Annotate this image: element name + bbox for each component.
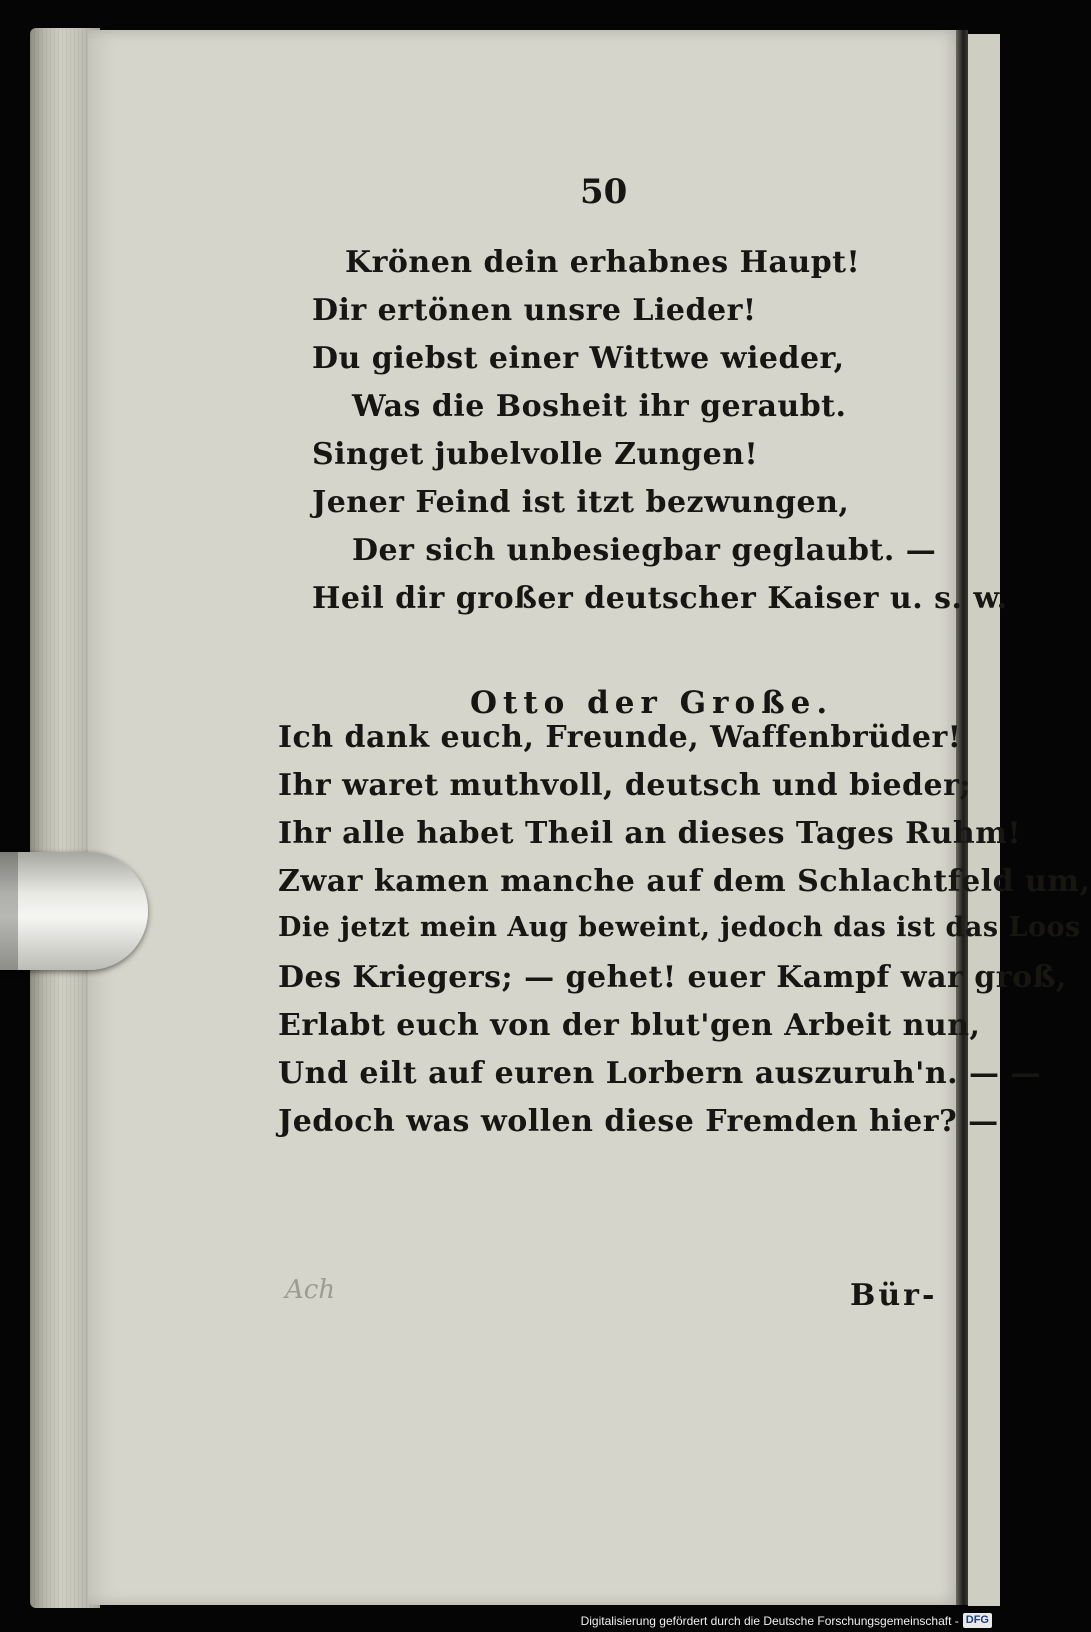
verse-line: Der sich unbesiegbar geglaubt. — [352, 533, 937, 568]
verse-line: Jener Feind ist itzt bezwungen, [312, 485, 850, 520]
dfg-logo: DFG [963, 1613, 992, 1628]
verse-line: Singet jubelvolle Zungen! [312, 437, 759, 472]
digitization-credit [581, 1613, 992, 1628]
verse-line: Krönen dein erhabnes Haupt! [345, 245, 861, 280]
verse-line: Dir ertönen unsre Lieder! [312, 293, 757, 328]
catchword: Bür- [850, 1278, 938, 1313]
credit-text: Digitalisierung gefördert durch die Deutsche Forschungsgemeinschaft - [580, 1613, 959, 1628]
verse-line: Jedoch was wollen diese Fremden hier? — [278, 1104, 999, 1139]
verse-line: Heil dir großer deutscher Kaiser u. s. w. [312, 581, 1008, 616]
verse-line: Ihr alle habet Theil an dieses Tages Ruhm! [278, 816, 1022, 851]
page-number: 50 [580, 172, 628, 212]
verse-line: Was die Bosheit ihr geraubt. [352, 389, 847, 424]
verse-line: Und eilt auf euren Lorbern auszuruh'n. — — [278, 1056, 1042, 1091]
verse-line: Ihr waret muthvoll, deutsch und bieder; [278, 768, 971, 803]
section-title: Otto der Große. [470, 685, 834, 721]
verse-line: Erlabt euch von der blut'gen Arbeit nun, [278, 1008, 981, 1043]
bleed-through-text: Ach [285, 1275, 336, 1305]
verse-line: Zwar kamen manche auf dem Schlachtfeld um, [278, 864, 1091, 899]
verse-line: Ich dank euch, Freunde, Waffenbrüder! [278, 720, 962, 755]
verse-line: Des Kriegers; — gehet! euer Kampf war groß, [278, 960, 1067, 995]
verse-line: Die jetzt mein Aug beweint, jedoch das ist das Loos [278, 912, 1081, 943]
verse-line: Du giebst einer Wittwe wieder, [312, 341, 845, 376]
